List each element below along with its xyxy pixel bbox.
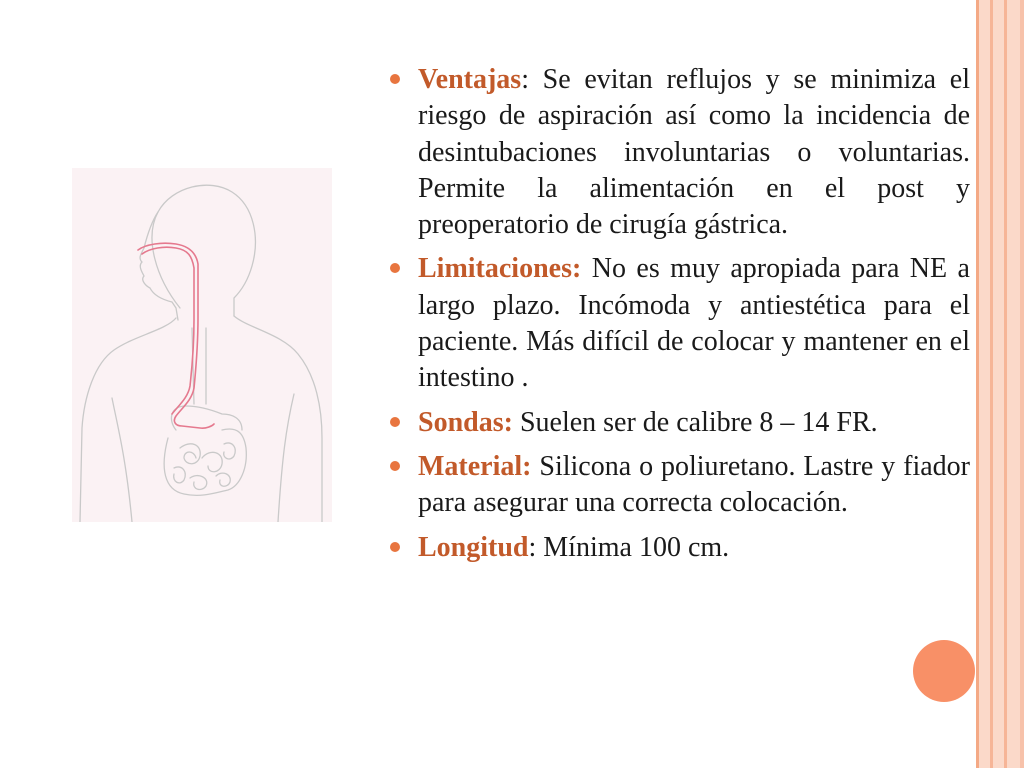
item-text: Mínima 100 cm. — [536, 531, 730, 563]
item-text: Se evitan reflujos y se minimiza el riesgo de aspiración así como la incidencia de desintubaciones involuntarias o voluntarias. Permite la alimentación en el post y preoperatorio de cirugía gástrica. — [418, 64, 970, 241]
term-label: Sondas — [418, 406, 504, 438]
bullet-item-material — [388, 449, 970, 522]
bullet-item-ventajas — [388, 62, 970, 243]
bullet-list — [388, 62, 970, 574]
item-text: No es muy apropiada para NE a largo plazo. Incómoda y antiestética para el paciente. Más difícil de colocar y mantener en el intestino . — [418, 253, 970, 394]
term-label: Material — [418, 450, 523, 482]
bullet-icon — [390, 263, 400, 273]
bullet-item-limitaciones — [388, 251, 970, 396]
bullet-item-longitud — [388, 530, 970, 566]
decorative-border-stripes — [976, 0, 1024, 768]
term-label: Longitud — [418, 531, 529, 563]
stripe — [1020, 0, 1024, 768]
bullet-icon — [390, 461, 400, 471]
bullet-icon — [390, 542, 400, 552]
term-colon: : — [572, 253, 582, 285]
stripe — [990, 0, 993, 768]
item-text: Suelen ser de calibre 8 – 14 FR. — [512, 406, 878, 438]
stripe — [976, 0, 979, 768]
item-text: Silicona o poliuretano. Lastre y fiador para asegurar una correcta colocación. — [418, 450, 970, 519]
term-label: Limitaciones — [418, 253, 572, 285]
term-colon: : — [528, 531, 537, 563]
term-colon: : — [503, 406, 513, 438]
nasojejunal-tube-icon — [72, 168, 332, 522]
anatomy-illustration — [72, 168, 332, 522]
term-colon: : — [522, 450, 532, 482]
bullet-icon — [390, 74, 400, 84]
term-colon: : — [521, 64, 529, 95]
decorative-circle — [913, 640, 975, 702]
bullet-item-sondas — [388, 405, 970, 441]
stripe — [1004, 0, 1007, 768]
bullet-icon — [390, 417, 400, 427]
term-label: Ventajas — [418, 64, 522, 95]
